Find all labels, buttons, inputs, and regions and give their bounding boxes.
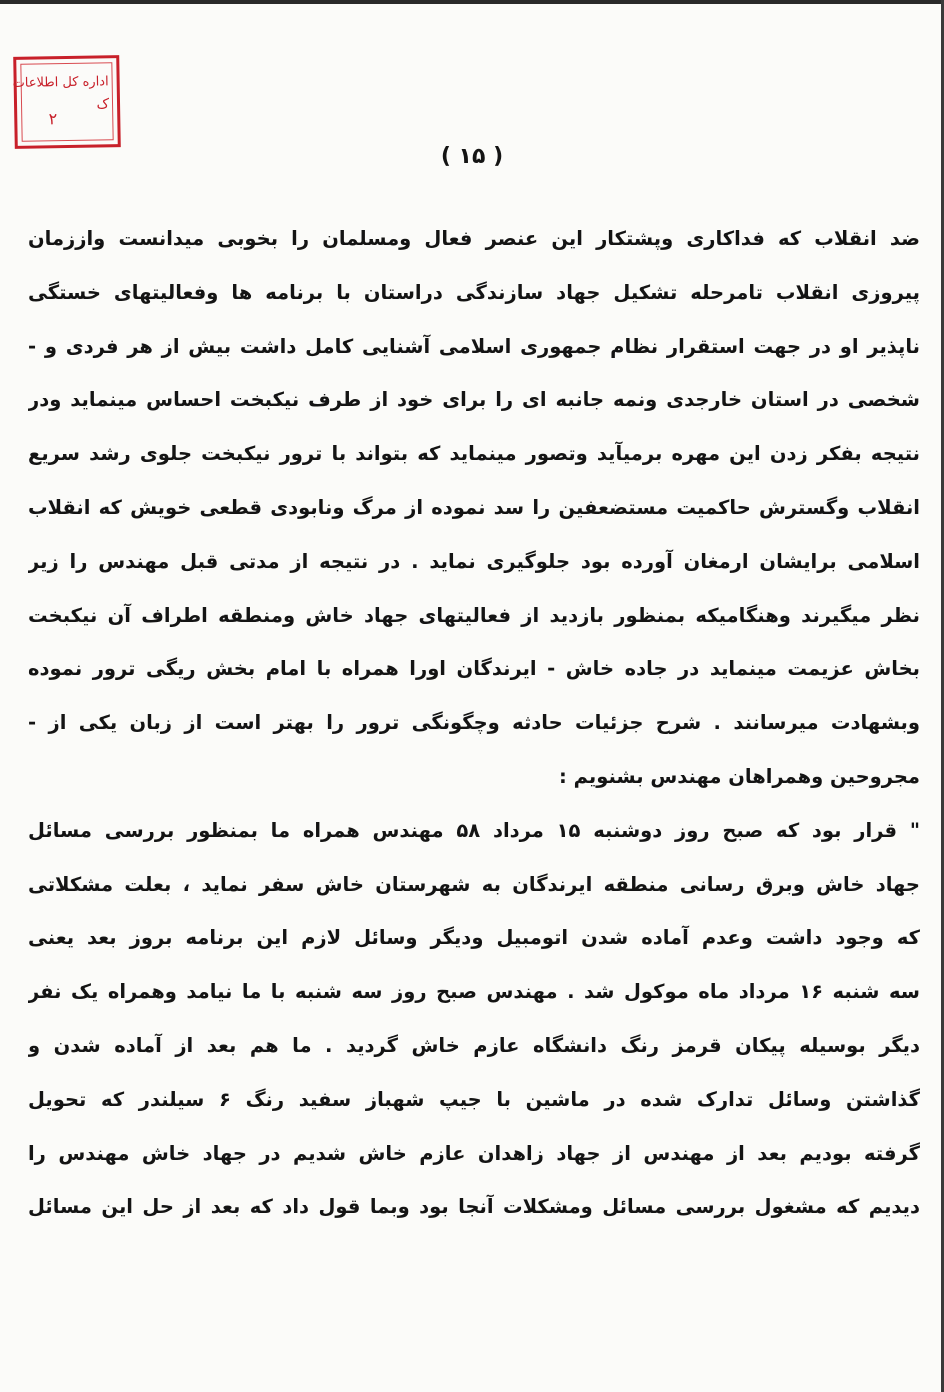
page-number: ( ۱۵ ) bbox=[440, 144, 504, 169]
text-line: بخاش عزیمت مینماید در جاده خاش - ایرندگان اورا همراه با امام بخش ریگی ترور نموده bbox=[28, 657, 920, 681]
body-text bbox=[28, 212, 920, 1234]
text-line: " قرار بود که صبح روز دوشنبه ۱۵ مرداد ۵۸ مهندس همراه ما بمنظور بررسی مسائل bbox=[28, 818, 920, 842]
text-line: نظر میگیرند وهنگامیکه بمنظور بازدید از فعالیتهای جهاد خاش ومنطقه اطراف آن نیکبخت bbox=[28, 603, 920, 627]
text-line: وبشهادت میرسانند . شرح جزئیات حادثه وچگونگی ترور را بهتر است از زبان یکی از - bbox=[28, 711, 920, 735]
text-line: دیدیم که مشغول بررسی مسائل ومشکلات آنجا بود وبما قول داد که بعد از حل این مسائل bbox=[28, 1195, 920, 1219]
text-line: اسلامی برایشان ارمغان آورده بود جلوگیری نماید . در نتیجه از مدتی قبل مهندس را زیر bbox=[28, 549, 920, 573]
text-line: ضد انقلاب که فداکاری وپشتکار این عنصر فعال ومسلمان را بخوبی میدانست واززمان bbox=[28, 227, 920, 250]
text-line: شخصی در استان خارجدی ونمه جانبه ای را برای خود از طرف نیکبخت احساس مینماید ودر bbox=[28, 388, 920, 412]
text-line: دیگر بوسیله پیکان قرمز رنگ دانشگاه عازم خاش گردید . ما هم بعد از آماده شدن و bbox=[28, 1033, 920, 1057]
scan-edge-top bbox=[0, 0, 944, 4]
text-line: مجروحین وهمراهان مهندس بشنویم : bbox=[559, 764, 920, 788]
stamp-text-line2: ک bbox=[96, 96, 110, 113]
text-line: سه شنبه ۱۶ مرداد ماه موکول شد . مهندس صبح روز سه شنبه با ما نیامد وهمراه یک نفر bbox=[28, 980, 920, 1004]
text-line: گرفته بودیم بعد از مهندس از جهاد زاهدان عازم خاش شدیم در جهاد خاش مهندس را bbox=[28, 1141, 920, 1165]
text-line: گذاشتن وسائل تدارک شده در ماشین با جیپ شهباز سفید رنگ ۶ سیلندر که تحویل bbox=[28, 1087, 920, 1111]
text-line: جهاد خاش وبرق رسانی منطقه ایرندگان به شهرستان خاش سفر نماید ، بعلت مشکلاتی bbox=[28, 872, 920, 896]
red-archive-stamp bbox=[13, 55, 121, 149]
text-line: پیروزی انقلاب تامرحله تشکیل جهاد سازندگی دراستان با برنامه ها وفعالیتهای خستگی bbox=[28, 280, 920, 304]
stamp-text-line1: اداره کل اطلاعات bbox=[12, 74, 109, 91]
text-line: نتیجه بفکر زدن این مهره برمیآید وتصور مینماید که بتواند با ترور نیکبخت جلوی رشد سریع bbox=[28, 442, 920, 466]
text-line: انقلاب وگسترش حاکمیت مستضعفین را سد نموده از مرگ ونابودی قطعی خویش که انقلاب bbox=[28, 495, 920, 519]
text-line: که وجود داشت وعدم آماده شدن اتومبیل ودیگر وسائل لازم این برنامه بروز بعد یعنی bbox=[28, 926, 920, 950]
stamp-text-line3: ۲ bbox=[48, 109, 58, 129]
text-line: ناپذیر او در جهت استقرار نظام جمهوری اسلامی آشنایی کامل داشت بیش از هر فردی و - bbox=[28, 334, 920, 358]
